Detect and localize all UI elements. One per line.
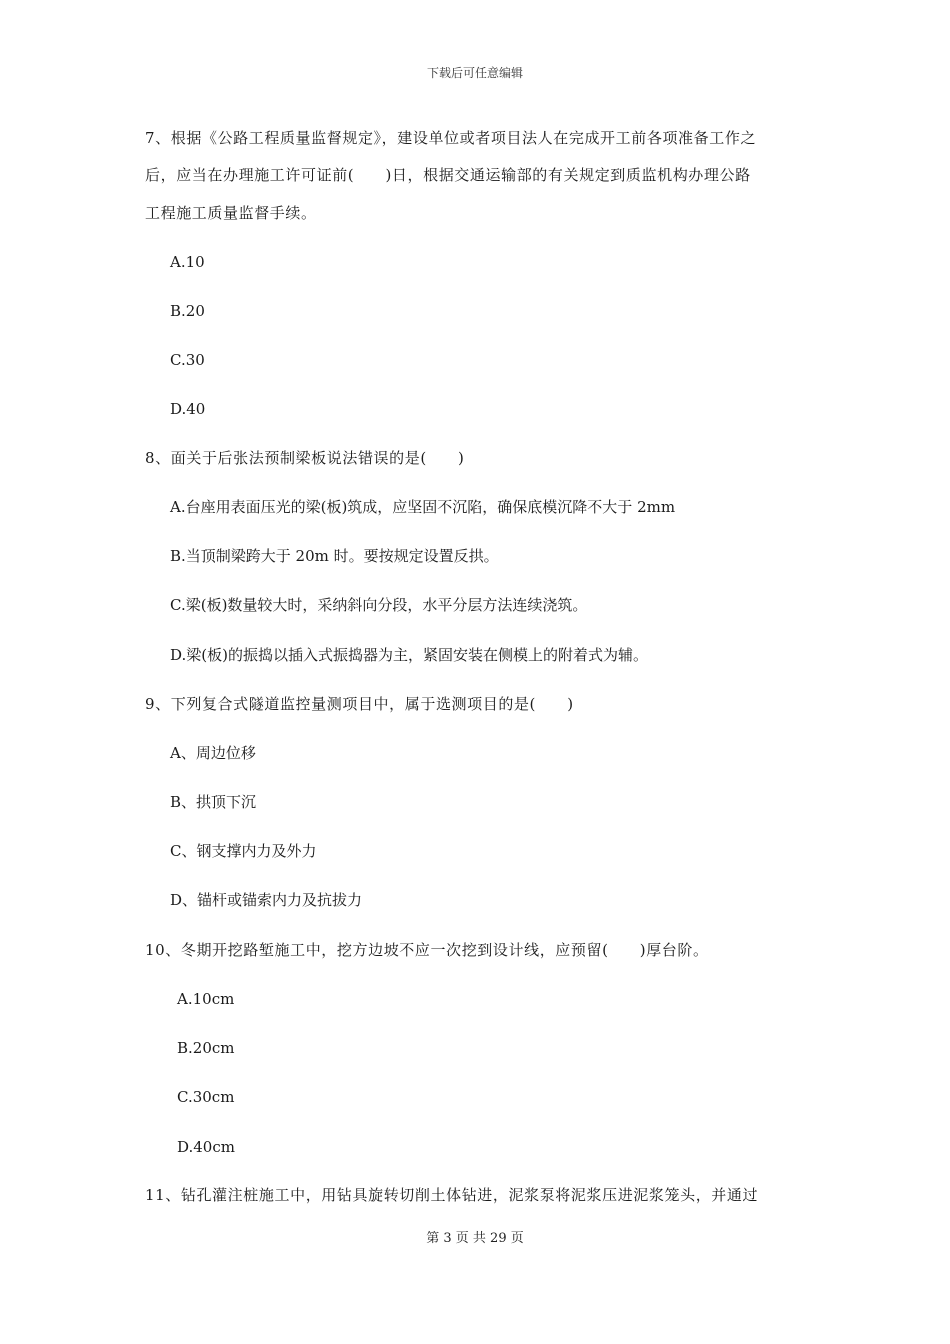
answer-option-b: B.20cm [177,1039,235,1057]
answer-option-b: B.当顶制梁跨大于 20m 时。要按规定设置反拱。 [170,547,499,565]
answer-option-b: B.20 [170,302,205,320]
question-text-line: 后，应当在办理施工许可证前( )日，根据交通运输部的有关规定到质监机构办理公路 [145,166,751,184]
answer-option-c: C.梁(板)数量较大时，采纳斜向分段，水平分层方法连续浇筑。 [170,596,588,614]
question-text-line: 7、根据《公路工程质量监督规定》，建设单位或者项目法人在完成开工前各项准备工作之 [145,129,757,147]
answer-option-d: D.40cm [177,1138,235,1156]
answer-option-d: D.梁(板)的振捣以插入式振捣器为主，紧固安装在侧模上的附着式为辅。 [170,646,648,664]
page-header: 下载后可任意编辑 [426,66,523,80]
question-text-line: 工程施工质量监督手续。 [145,204,317,222]
answer-option-c: C.30 [170,351,205,369]
answer-option-d: D、锚杆或锚索内力及抗拔力 [170,891,363,909]
answer-option-a: A.10 [170,253,205,271]
question-text-line: 8、面关于后张法预制梁板说法错误的是( ) [145,449,465,467]
question-text-line: 9、下列复合式隧道监控量测项目中，属于选测项目的是( ) [145,695,574,713]
answer-option-c: C.30cm [177,1088,235,1106]
page-footer: 第 3 页 共 29 页 [426,1231,524,1246]
answer-option-a: A.台座用表面压光的梁(板)筑成，应坚固不沉陷，确保底模沉降不大于 2mm [170,498,676,516]
question-text-line: 11、钻孔灌注桩施工中，用钻具旋转切削土体钻进，泥浆泵将泥浆压进泥浆笼头，并通过 [145,1186,759,1204]
question-text-line: 10、冬期开挖路堑施工中，挖方边坡不应一次挖到设计线，应预留( )厚台阶。 [145,941,709,959]
answer-option-d: D.40 [170,400,206,418]
answer-option-a: A.10cm [177,990,235,1008]
answer-option-c: C、钢支撑内力及外力 [170,842,317,860]
answer-option-a: A、周边位移 [170,744,256,762]
answer-option-b: B、拱顶下沉 [170,793,257,811]
